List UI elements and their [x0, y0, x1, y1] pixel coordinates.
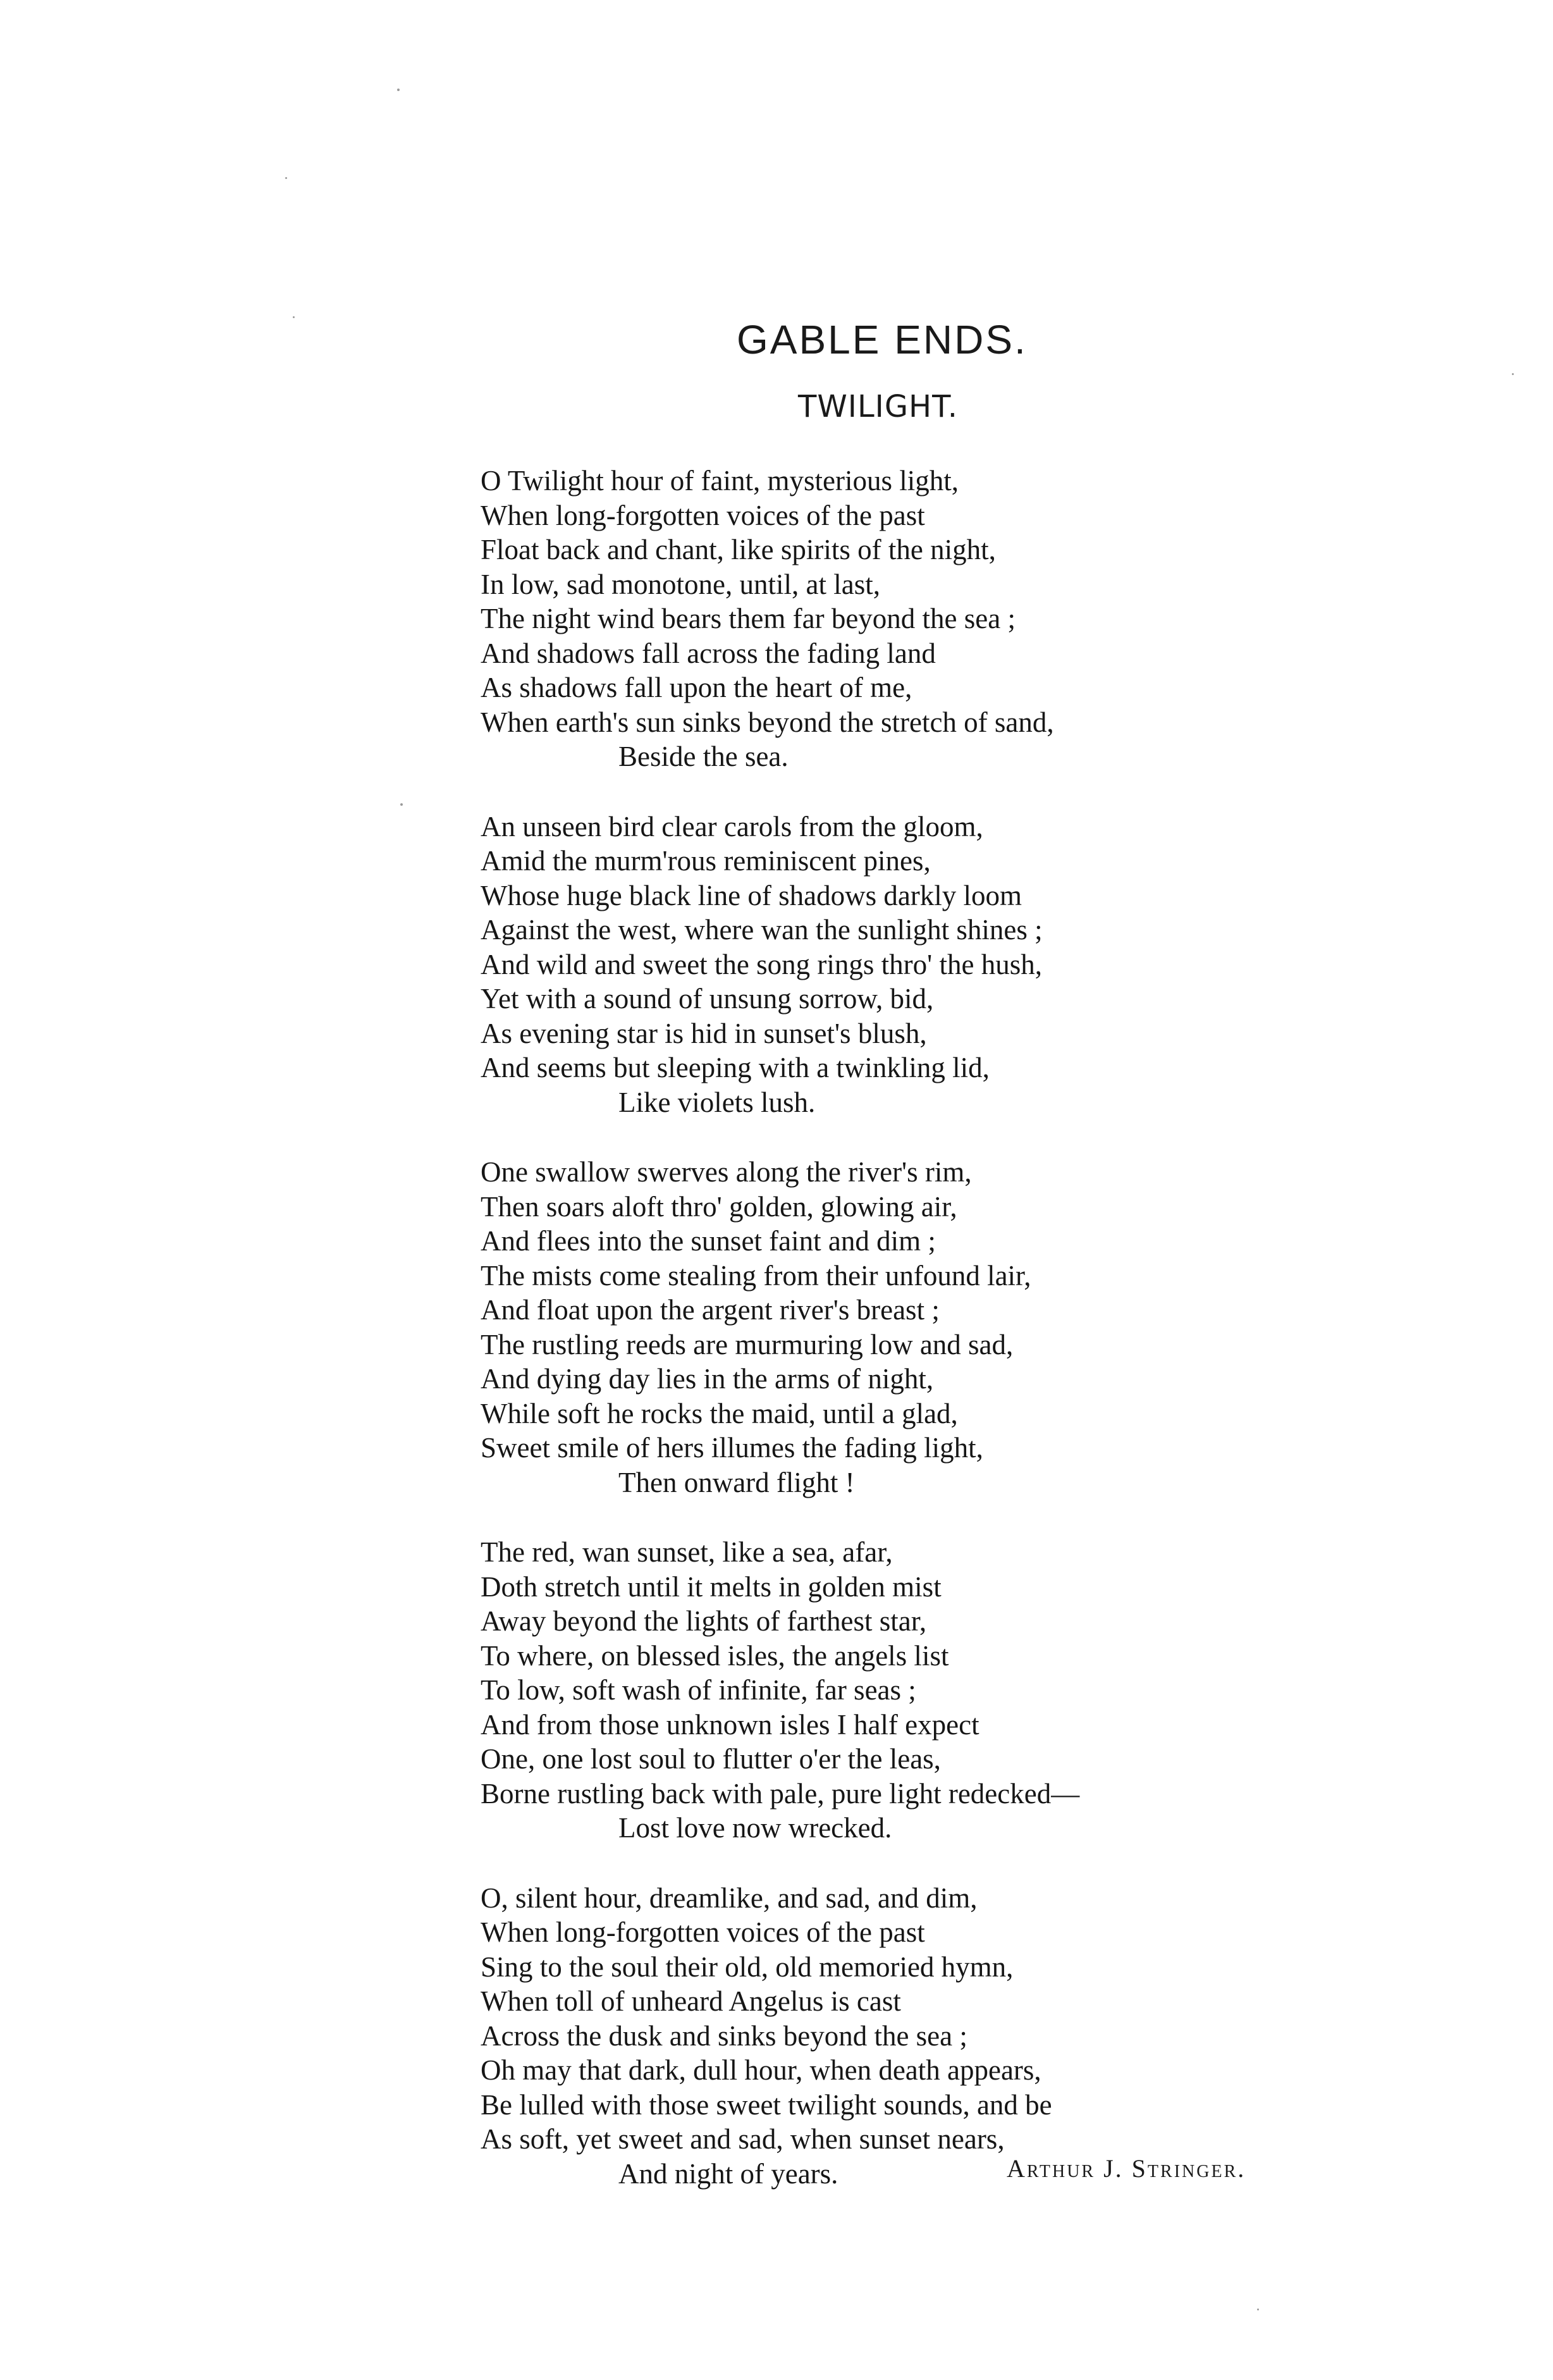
scan-speck [397, 89, 400, 91]
poem-line: Away beyond the lights of farthest star, [481, 1605, 927, 1637]
poem-refrain-line: Lost love now wrecked. [618, 1812, 892, 1844]
poem-line: The rustling reeds are murmuring low and sad, [481, 1328, 1014, 1360]
poem-line: Across the dusk and sinks beyond the sea ; [481, 2019, 967, 2052]
scan-speck [400, 803, 403, 806]
poem-line: As shadows fall upon the heart of me, [481, 672, 912, 703]
poem-line: One swallow swerves along the river's rim, [481, 1156, 972, 1188]
scan-speck [285, 177, 287, 179]
poem-line: Borne rustling back with pale, pure light redecked— [481, 1777, 1080, 1810]
poem-line: While soft he rocks the maid, until a glad, [481, 1397, 958, 1429]
poem-line: And float upon the argent river's breast ; [481, 1294, 940, 1326]
poem-line: When long-forgotten voices of the past [481, 499, 925, 531]
stanza-5 [481, 1881, 1303, 2192]
poem-refrain-line: Like violets lush. [618, 1086, 816, 1118]
poem-line: When long-forgotten voices of the past [481, 1916, 925, 1948]
stanza-2 [481, 810, 1303, 1120]
poem-line: To where, on blessed isles, the angels list [481, 1639, 949, 1672]
scan-speck [1257, 2309, 1259, 2310]
poem-line: An unseen bird clear carols from the gloom, [481, 810, 983, 842]
poem-line: As evening star is hid in sunset's blush, [481, 1017, 927, 1049]
poem-refrain-line: Then onward flight ! [618, 1466, 855, 1498]
poem-line: The red, wan sunset, like a sea, afar, [481, 1536, 893, 1568]
stanza-3 [481, 1155, 1303, 1500]
poem-line: Oh may that dark, dull hour, when death appears, [481, 2054, 1041, 2086]
poem-line: When toll of unheard Angelus is cast [481, 1985, 901, 2017]
poem-line: Yet with a sound of unsung sorrow, bid, [481, 983, 934, 1014]
poem-line: Sweet smile of hers illumes the fading light, [481, 1432, 983, 1464]
poem-line: And dying day lies in the arms of night, [481, 1363, 934, 1395]
poem-line: Amid the murm'rous reminiscent pines, [481, 845, 931, 877]
poem-line: Float back and chant, like spirits of the night, [481, 534, 996, 565]
stanza-1 [481, 464, 1303, 774]
poem-line: And wild and sweet the song rings thro' the hush, [481, 948, 1043, 980]
poem-title: TWILIGHT. [798, 389, 959, 424]
poem-line: The night wind bears them far beyond the sea ; [481, 603, 1016, 634]
poem-line: O Twilight hour of faint, mysterious light, [481, 465, 959, 496]
section-title: GABLE ENDS. [737, 317, 1028, 362]
poem-line: Whose huge black line of shadows darkly loom [481, 879, 1022, 911]
poem-line: O, silent hour, dreamlike, and sad, and dim, [481, 1882, 978, 1914]
poem-line: Doth stretch until it melts in golden mist [481, 1570, 942, 1603]
poem-line: Then soars aloft thro' golden, glowing air, [481, 1190, 957, 1223]
poem-line: Against the west, where wan the sunlight shines ; [481, 914, 1043, 946]
poem-line: The mists come stealing from their unfound lair, [481, 1259, 1031, 1292]
poem-line: Sing to the soul their old, old memoried hymn, [481, 1951, 1014, 1983]
poem-line: One, one lost soul to flutter o'er the leas, [481, 1743, 941, 1775]
scan-speck [293, 316, 295, 318]
stanza-4 [481, 1535, 1303, 1846]
poem-refrain-line: Beside the sea. [618, 741, 789, 772]
poem-line: And flees into the sunset faint and dim ; [481, 1225, 936, 1257]
author-signature: Arthur J. Stringer. [1007, 2154, 1246, 2183]
poem-line: To low, soft wash of infinite, far seas ; [481, 1674, 916, 1706]
poem-refrain-line: And night of years. [618, 2157, 838, 2190]
poem-line: And seems but sleeping with a twinkling lid, [481, 1052, 990, 1083]
poem-line: In low, sad monotone, until, at last, [481, 568, 880, 600]
poem-line: When earth's sun sinks beyond the stretch of sand, [481, 706, 1054, 738]
poem-body [481, 464, 1303, 2226]
poem-line: And from those unknown isles I half expect [481, 1708, 979, 1741]
poem-line: And shadows fall across the fading land [481, 637, 936, 669]
poem-line: Be lulled with those sweet twilight sounds, and be [481, 2088, 1052, 2121]
scan-speck [1512, 373, 1514, 375]
poem-line: As soft, yet sweet and sad, when sunset nears, [481, 2123, 1005, 2155]
